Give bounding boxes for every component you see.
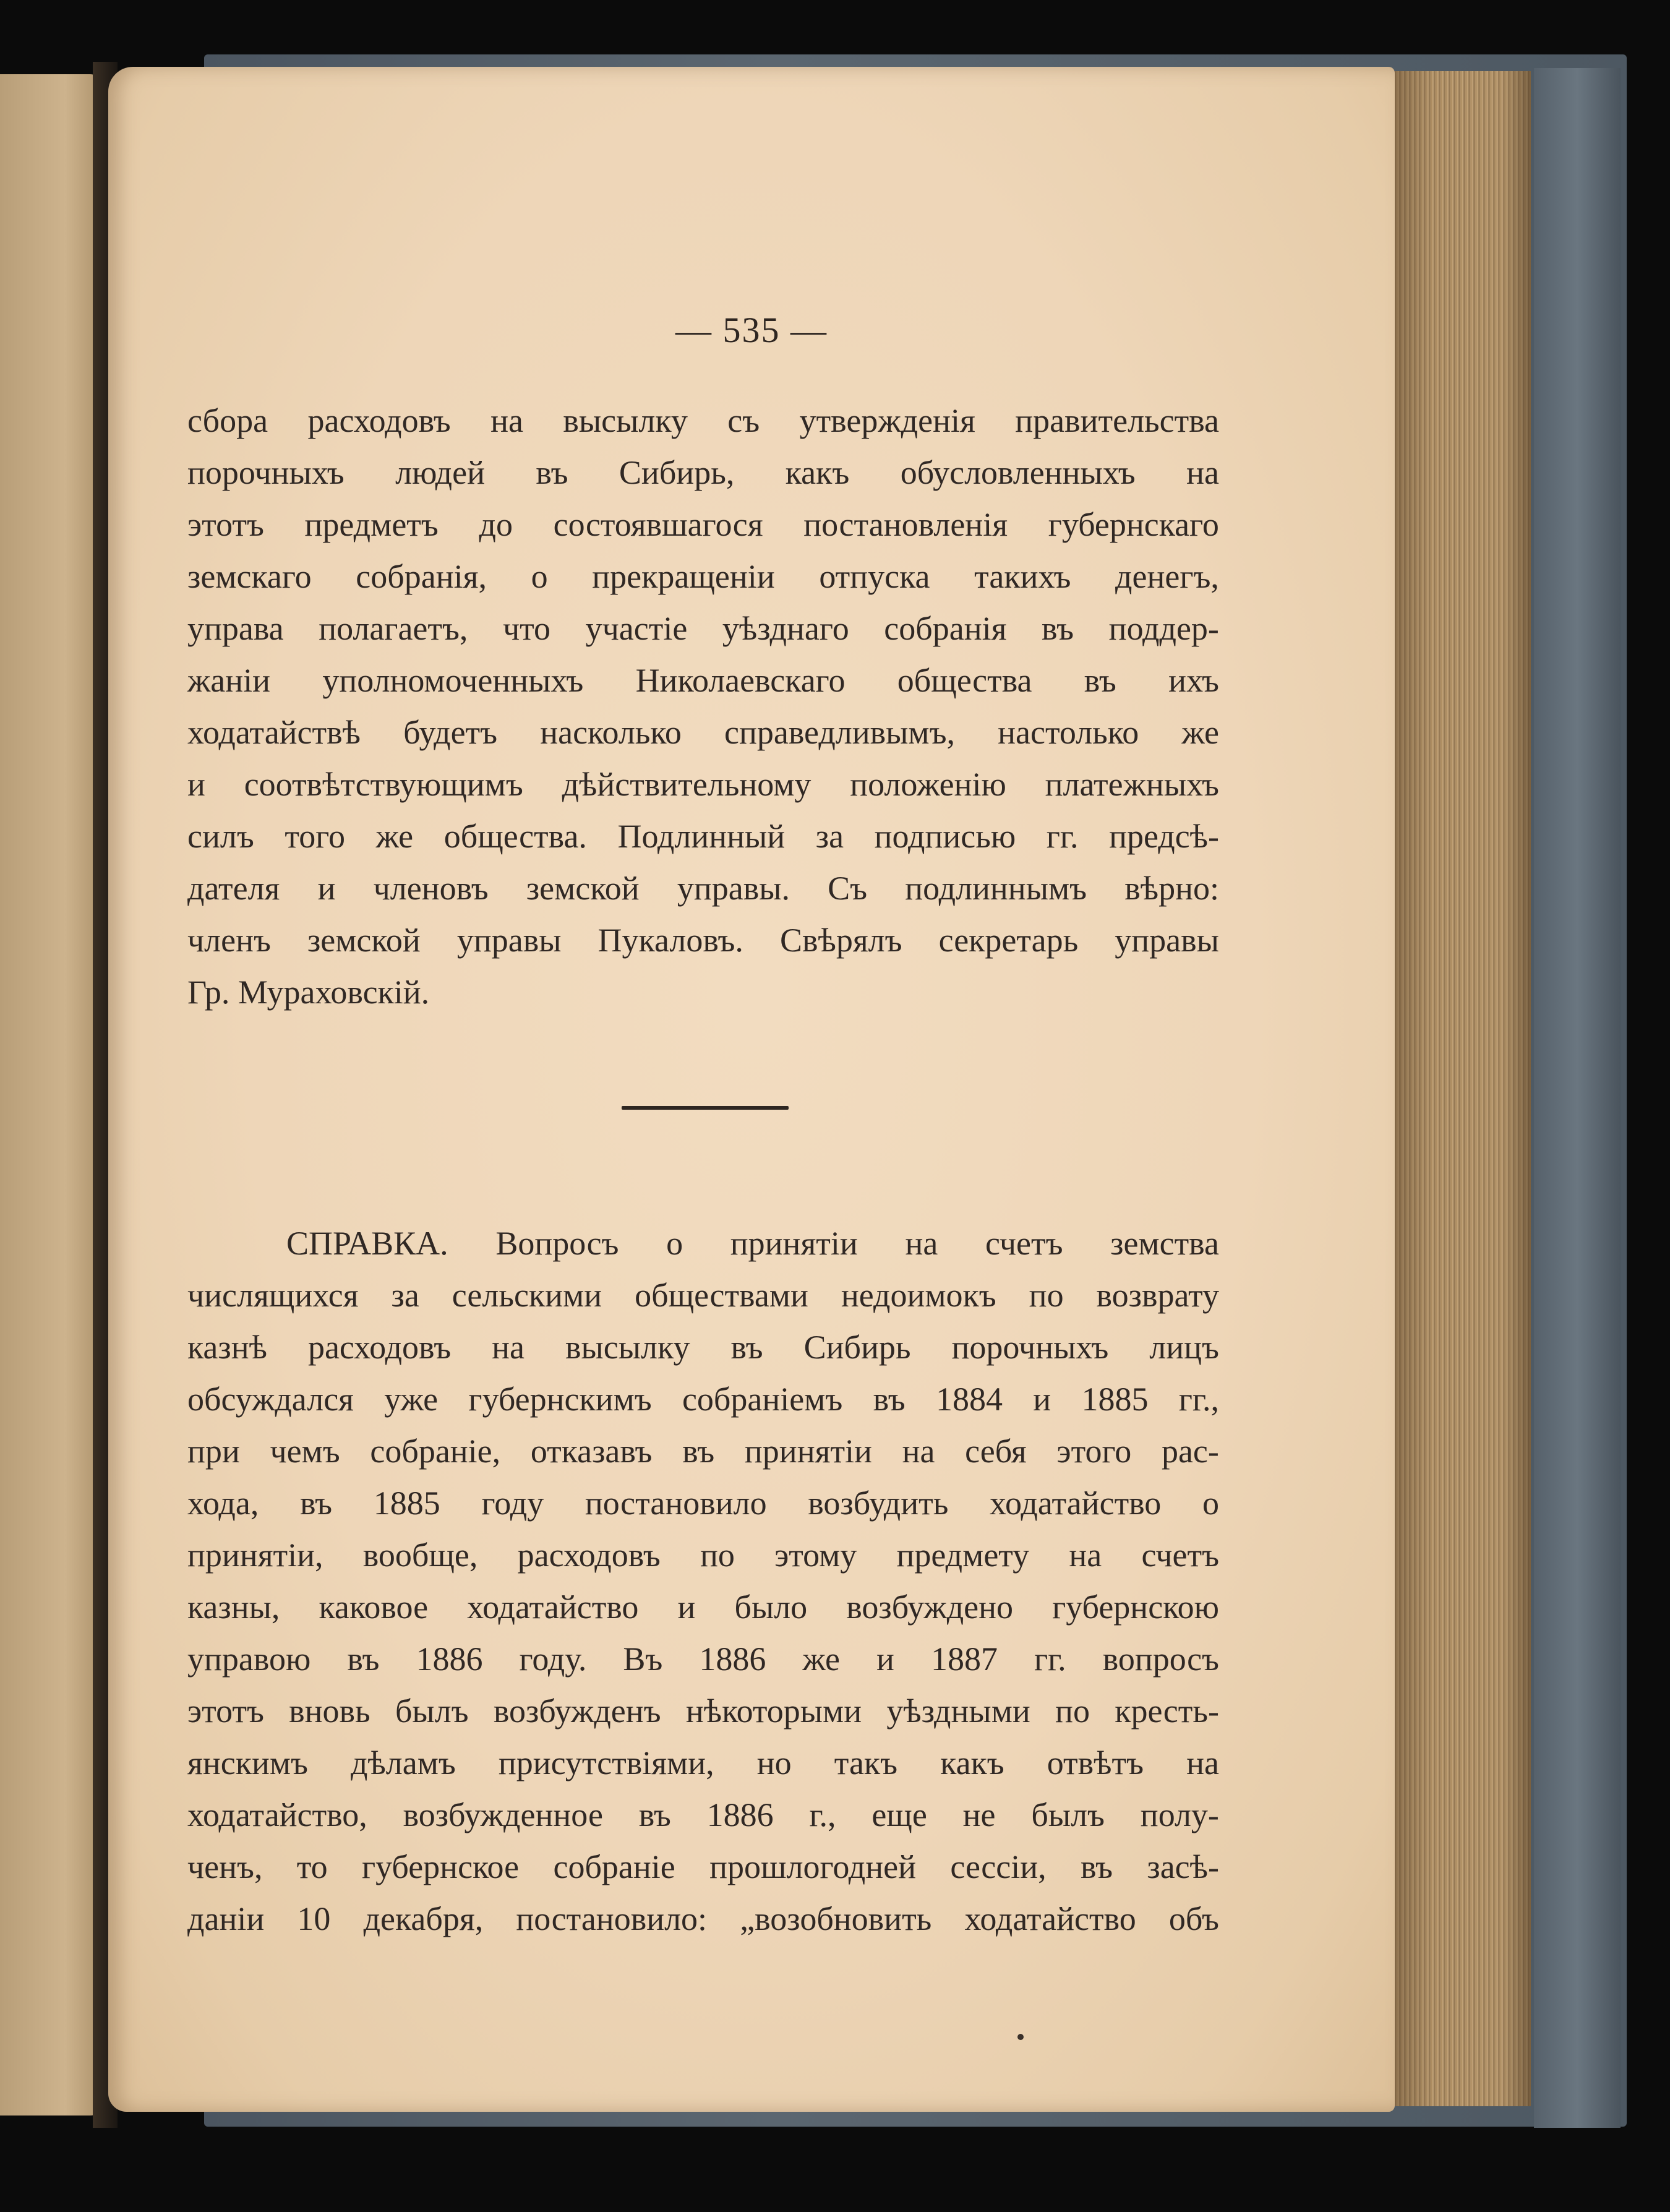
text-line: обсуждался уже губернскимъ собраніемъ въ 1884 и 1885 гг., <box>187 1381 1219 1418</box>
text-line: ходатайствѣ будетъ насколько справедливымъ, настолько же <box>187 714 1219 751</box>
text-line: этотъ вновь былъ возбужденъ нѣкоторыми уѣздными по кресть- <box>187 1692 1219 1730</box>
text-line: сбора расходовъ на высылку съ утвержденія правительства <box>187 402 1219 439</box>
text-line: дателя и членовъ земской управы. Съ подлиннымъ вѣрно: <box>187 870 1219 907</box>
section-divider <box>622 1106 789 1110</box>
text-line: земскаго собранія, о прекращеніи отпуска такихъ денегъ, <box>187 558 1219 595</box>
text-line: членъ земской управы Пукаловъ. Свѣрялъ секретарь управы <box>187 922 1219 959</box>
text-line: числящихся за сельскими обществами недоимокъ по возврату <box>187 1277 1219 1314</box>
text-line: янскимъ дѣламъ присутствіями, но такъ какъ отвѣтъ на <box>187 1744 1219 1781</box>
text-line: хода, въ 1885 году постановило возбудить ходатайство о <box>187 1485 1219 1522</box>
text-line: ченъ, то губернское собраніе прошлогодней сессіи, въ засѣ- <box>187 1848 1219 1885</box>
text-line: принятіи, вообще, расходовъ по этому предмету на счетъ <box>187 1537 1219 1574</box>
text-line: и соотвѣтствующимъ дѣйствительному положенію платежныхъ <box>187 766 1219 803</box>
text-line: управа полагаетъ, что участіе уѣзднаго собранія въ поддер- <box>187 610 1219 647</box>
text-line: управою въ 1886 году. Въ 1886 же и 1887 гг. вопросъ <box>187 1640 1219 1678</box>
text-line: порочныхъ людей въ Сибирь, какъ обусловленныхъ на <box>187 454 1219 491</box>
facing-page-edge <box>0 74 108 2116</box>
page-number: — 535 — <box>675 310 828 350</box>
text-line: при чемъ собраніе, отказавъ въ принятіи на себя этого рас- <box>187 1433 1219 1470</box>
paragraph-continued <box>187 395 1219 1018</box>
text-line: ходатайство, возбужденное въ 1886 г., еще не былъ полу- <box>187 1796 1219 1833</box>
book-page <box>108 67 1395 2112</box>
text-line: казны, каковое ходатайство и было возбуждено губернскою <box>187 1588 1219 1626</box>
book-cover-edge <box>1534 68 1621 2128</box>
text-line: силъ того же общества. Подлинный за подписью гг. предсѣ- <box>187 818 1219 855</box>
text-line: даніи 10 декабря, постановило: „возобновить ходатайство объ <box>187 1900 1219 1937</box>
text-line: жаніи уполномоченныхъ Николаевскаго общества въ ихъ <box>187 662 1219 699</box>
spravka-paragraph <box>187 1217 1219 1945</box>
text-line: СПРАВКА. Вопросъ о принятіи на счетъ земства <box>286 1225 1219 1262</box>
page-edges-shading <box>1392 71 1531 2106</box>
text-line: Гр. Мураховскій. <box>187 974 430 1011</box>
text-line: этотъ предметъ до состоявшагося постановленія губернскаго <box>187 506 1219 543</box>
ink-speck <box>1017 2034 1024 2040</box>
text-line: казнѣ расходовъ на высылку въ Сибирь порочныхъ лицъ <box>187 1329 1219 1366</box>
